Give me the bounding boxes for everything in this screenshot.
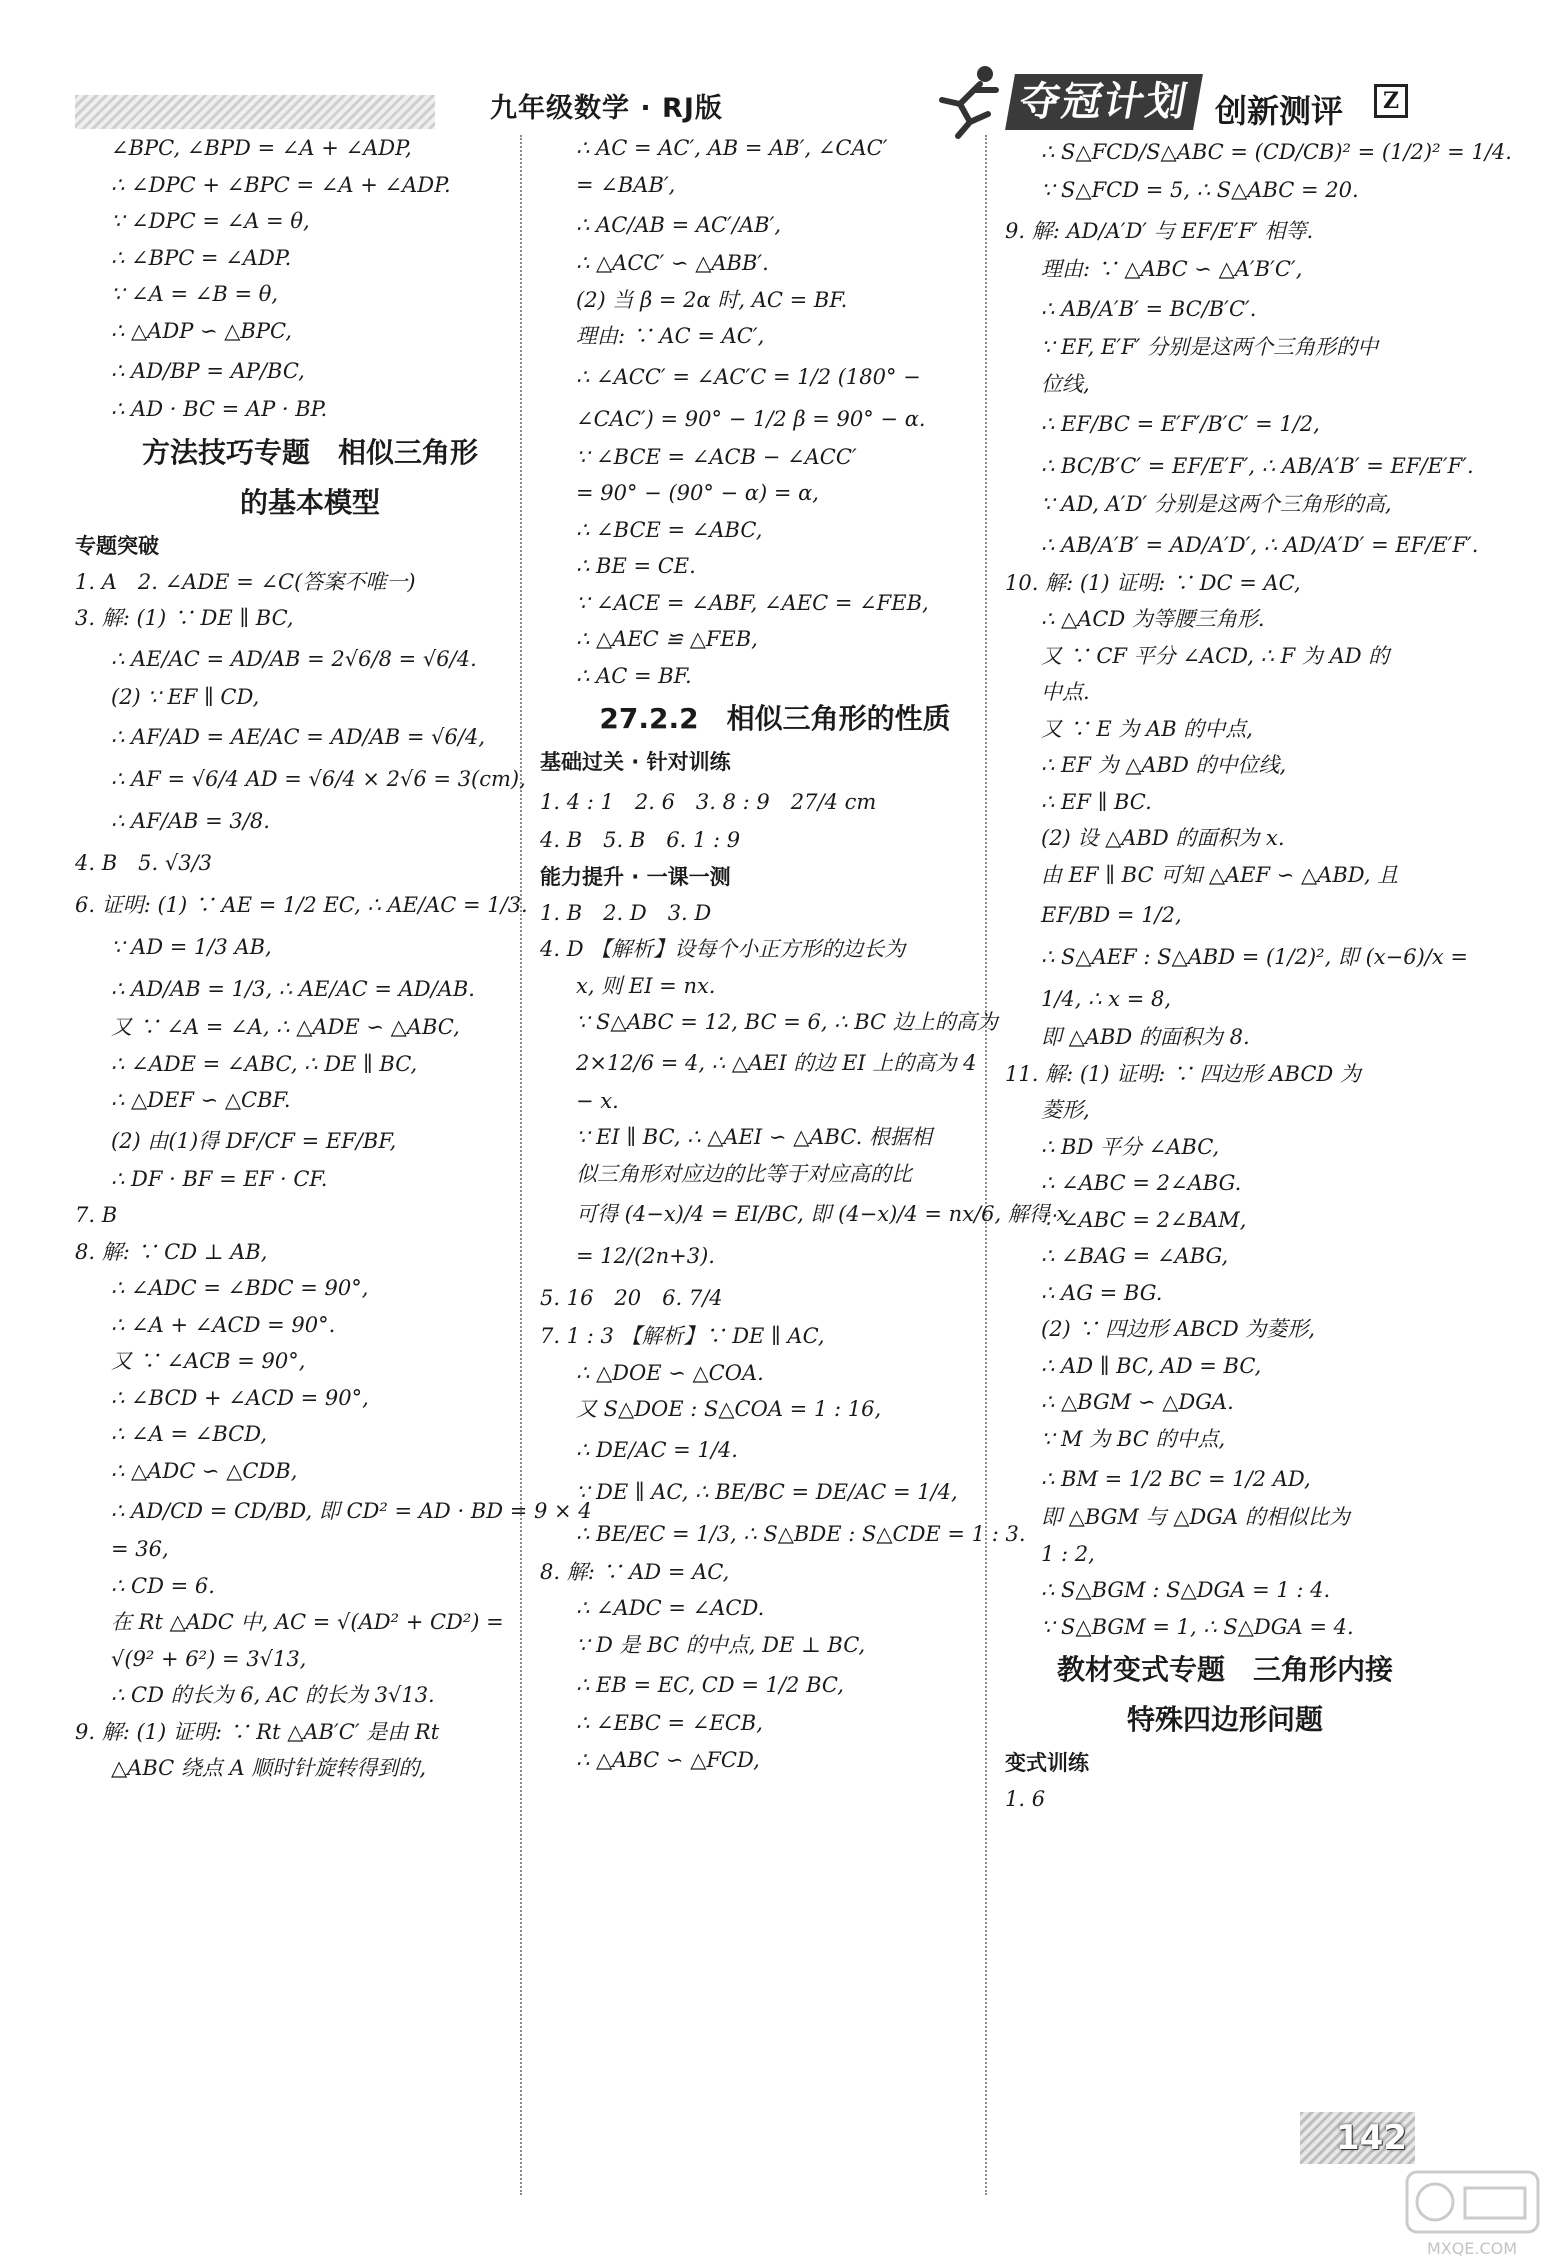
answer-line: ∴ AF = √6/4 AD = √6/4 × 2√6 = 3(cm), [111,767,526,791]
answer-line: 1. 4 : 1 2. 6 3. 8 : 9 27/4 cm [540,790,877,814]
answer-line: ∴ BD 平分 ∠ABC, [1041,1134,1220,1159]
answer-line: = 36, [111,1537,169,1561]
answer-line: ∴ EF 为 △ABD 的中位线, [1041,753,1287,777]
answer-line: ∴ AF/AD = AE/AC = AD/AB = √6/4, [111,725,486,749]
answer-line: ∴ S△AEF : S△ABD = (1/2)², 即 (x−6)/x = [1041,945,1468,969]
answer-line: ∵ ∠ABC = 2∠BAM, [1041,1207,1247,1232]
answer-line: 11. 解: (1) 证明: ∵ 四边形 ABCD 为 [1005,1061,1361,1086]
answer-line: ∴ ∠BAG = ∠ABG, [1041,1244,1229,1268]
answer-line: 9. 解: (1) 证明: ∵ Rt △AB′C′ 是由 Rt [75,1719,440,1744]
answer-line: 可得 (4−x)/4 = EI/BC, 即 (4−x)/4 = nx/6, 解得 x [576,1202,1069,1226]
page-number: 142 [1336,2118,1407,2158]
answer-line: 4. D 【解析】设每个小正方形的边长为 [540,937,906,961]
answer-line: 2×12/6 = 4, ∴ △AEI 的边 EI 上的高为 4 [576,1050,977,1075]
answer-line: ∴ △DEF ∽ △CBF. [111,1088,291,1112]
answer-line: 3. 解: (1) ∵ DE ∥ BC, [75,606,294,630]
answer-line: ∴ AD/BP = AP/BC, [111,359,305,383]
answer-line: (2) ∵ 四边形 ABCD 为菱形, [1041,1317,1316,1341]
answer-line: 4. B 5. √3/3 [75,851,213,875]
answer-line: (2) 设 △ABD 的面积为 x. [1041,826,1285,850]
answer-line: 6. 证明: (1) ∵ AE = 1/2 EC, ∴ AE/AC = 1/3. [75,893,528,917]
answer-line: ∴ S△BGM : S△DGA = 1 : 4. [1041,1578,1331,1602]
answer-line: ∵ D 是 BC 的中点, DE ⊥ BC, [576,1632,866,1657]
answer-line: ∴ BE = CE. [576,554,696,578]
answer-line: 8. 解: ∵ AD = AC, [540,1559,730,1584]
answer-line: ∵ ∠BCE = ∠ACB − ∠ACC′ [576,444,857,469]
subsection-heading: 专题突破 [75,533,159,558]
answer-line: ∴ S△FCD/S△ABC = (CD/CB)² = (1/2)² = 1/4. [1041,140,1512,164]
answer-line: 理由: ∵ AC = AC′, [576,324,765,348]
answer-line: (2) 当 β = 2α 时, AC = BF. [576,287,848,312]
answer-line: ∠BPC, ∠BPD = ∠A + ∠ADP, [111,136,412,160]
answer-line: ∴ BE/EC = 1/3, ∴ S△BDE : S△CDE = 1 : 3. [576,1521,1026,1546]
answer-line: 1 : 2, [1041,1541,1095,1566]
answer-line: ∴ △ACC′ ∽ △ABB′. [576,251,769,275]
answer-line: ∴ △ADC ∽ △CDB, [111,1458,298,1483]
section-heading: 的基本模型 [239,485,380,519]
answer-line: ∵ EF, E′F′ 分别是这两个三角形的中 [1041,335,1379,359]
answer-line: ∵ AD = 1/3 AB, [111,935,272,959]
answer-line: ∴ ∠ADC = ∠ACD. [576,1596,765,1620]
answer-line: ∴ AC = AC′, AB = AB′, ∠CAC′ [576,136,888,160]
answer-line: ∴ EF ∥ BC. [1041,789,1152,814]
subsection-heading: 基础过关 · 针对训练 [540,750,731,774]
runner-logo-icon [930,60,1010,140]
watermark-text: MXQE.COM [1426,2239,1518,2258]
answer-line: ∵ AD, A′D′ 分别是这两个三角形的高, [1041,492,1392,516]
answer-line: ∴ △ACD 为等腰三角形. [1041,607,1265,631]
answer-line: 又 ∵ CF 平分 ∠ACD, ∴ F 为 AD 的 [1041,643,1390,668]
answer-line: (2) ∵ EF ∥ CD, [111,684,260,709]
answer-line: 1. A 2. ∠ADE = ∠C(答案不唯一) [75,569,416,594]
answer-line: x, 则 EI = nx. [576,973,716,998]
answer-line: ∵ DE ∥ AC, ∴ BE/BC = DE/AC = 1/4, [576,1479,958,1504]
answer-line: 10. 解: (1) 证明: ∵ DC = AC, [1005,570,1301,595]
answer-line: ∴ △ADP ∽ △BPC, [111,318,292,343]
answer-line: 由 EF ∥ BC 可知 △AEF ∽ △ABD, 且 [1041,862,1399,887]
header-stripe [75,95,435,129]
answer-line: 位线, [1041,371,1090,396]
answer-line: ∴ CD 的长为 6, AC 的长为 3√13. [111,1683,435,1707]
answer-line: ∴ △BGM ∽ △DGA. [1041,1390,1234,1414]
answer-line: ∵ ∠A = ∠B = θ, [111,282,279,306]
answer-line: 又 S△DOE : S△COA = 1 : 16, [576,1397,882,1421]
section-heading: 教材变式专题 三角形内接 [1056,1653,1393,1686]
answer-line: 1. B 2. D 3. D [540,900,712,925]
answer-line: △ABC 绕点 A 顺时针旋转得到的, [111,1756,427,1780]
answer-line: ∴ ∠EBC = ∠ECB, [576,1711,763,1735]
answer-line: ∴ EF/BC = E′F′/B′C′ = 1/2, [1041,412,1320,436]
section-heading: 特殊四边形问题 [1126,1703,1323,1736]
answer-line: ∴ ∠DPC + ∠BPC = ∠A + ∠ADP. [111,172,451,197]
answer-line: ∴ ∠A = ∠BCD, [111,1422,267,1446]
answer-line: 又 ∵ ∠A = ∠A, ∴ △ADE ∽ △ABC, [111,1015,460,1039]
answer-line: ∴ ∠A + ∠ACD = 90°. [111,1312,336,1337]
answer-line: ∴ AB/A′B′ = BC/B′C′. [1041,297,1257,321]
answer-line: ∵ M 为 BC 的中点, [1041,1426,1226,1451]
answer-line: 1. 6 [1005,1787,1046,1811]
answer-line: 8. 解: ∵ CD ⊥ AB, [75,1239,268,1264]
answer-line: ∠CAC′) = 90° − 1/2 β = 90° − α. [576,406,926,431]
brand-name: 夺冠计划 [1005,74,1203,130]
brand-subtitle: 创新测评 [1215,92,1344,130]
answer-line: 即 △ABD 的面积为 8. [1041,1025,1250,1049]
answer-line: 7. 1 : 3 【解析】∵ DE ∥ AC, [540,1324,825,1348]
answer-line: = ∠BAB′, [576,172,676,197]
subsection-heading: 能力提升 · 一课一测 [540,864,731,889]
watermark-logo [1405,2170,1540,2260]
answer-line: ∴ AE/AC = AD/AB = 2√6/8 = √6/4. [111,646,477,671]
answer-line: ∴ AD/AB = 1/3, ∴ AE/AC = AD/AB. [111,977,475,1001]
answer-line: ∴ AG = BG. [1041,1280,1163,1305]
answer-line: ∴ AF/AB = 3/8. [111,809,270,833]
answer-line: EF/BD = 1/2, [1041,903,1182,927]
answer-line: ∴ △DOE ∽ △COA. [576,1360,764,1385]
answer-line: (2) 由(1)得 DF/CF = EF/BF, [111,1128,397,1153]
answer-line: 即 △BGM 与 △DGA 的相似比为 [1041,1505,1350,1529]
answer-line: ∵ S△ABC = 12, BC = 6, ∴ BC 边上的高为 [576,1010,998,1034]
answer-line: ∴ ∠BCD + ∠ACD = 90°, [111,1385,369,1410]
answer-line: ∵ EI ∥ BC, ∴ △AEI ∽ △ABC. 根据相 [576,1125,932,1149]
answer-line: ∴ △ABC ∽ △FCD, [576,1747,760,1772]
answer-line: − x. [576,1088,619,1113]
answer-line: ∴ ∠ABC = 2∠ABG. [1041,1171,1242,1195]
answer-line: ∴ CD = 6. [111,1573,215,1598]
answer-line: ∴ DF · BF = EF · CF. [111,1166,328,1191]
section-heading: 27.2.2 相似三角形的性质 [599,702,951,735]
answer-line: = 90° − (90° − α) = α, [576,481,819,505]
answer-line: 5. 16 20 6. 7/4 [540,1286,723,1310]
answer-line: = 12/(2n+3). [576,1244,715,1268]
answer-line: ∴ ∠ACC′ = ∠AC′C = 1/2 (180° − [576,364,921,389]
answer-line: ∴ AC = BF. [576,663,692,688]
answer-line: 在 Rt △ADC 中, AC = √(AD² + CD²) = [111,1610,504,1634]
answer-line: ∴ ∠BCE = ∠ABC, [576,517,763,542]
answer-line: ∴ DE/AC = 1/4. [576,1437,738,1462]
answer-line: ∴ AC/AB = AC′/AB′, [576,213,782,237]
answer-column-right [1005,135,1512,1823]
answer-line: ∴ AD · BC = AP · BP. [111,397,328,421]
answer-line: √(9² + 6²) = 3√13, [111,1646,307,1671]
answer-line: ∴ BM = 1/2 BC = 1/2 AD, [1041,1467,1311,1491]
answer-line: ∴ AD/CD = CD/BD, 即 CD² = AD · BD = 9 × 4 [111,1499,592,1523]
answer-line: ∵ ∠DPC = ∠A = θ, [111,209,310,233]
answer-line: 似三角形对应边的比等于对应高的比 [576,1161,912,1186]
answer-line: ∵ S△FCD = 5, ∴ S△ABC = 20. [1041,178,1359,202]
answer-line: ∴ AD ∥ BC, AD = BC, [1041,1353,1262,1378]
answer-line: ∵ ∠ACE = ∠ABF, ∠AEC = ∠FEB, [576,590,929,615]
page-number-badge [1300,2112,1415,2164]
brand-box-icon: Z [1374,84,1408,118]
answer-line: ∴ BC/B′C′ = EF/E′F′, ∴ AB/A′B′ = EF/E′F′. [1041,454,1474,478]
answer-line: ∴ ∠BPC = ∠ADP. [111,245,292,270]
section-heading: 方法技巧专题 相似三角形 [141,435,478,469]
answer-line: 理由: ∵ △ABC ∽ △A′B′C′, [1041,256,1303,281]
answer-line: 又 ∵ E 为 AB 的中点, [1041,716,1253,741]
subsection-heading: 变式训练 [1005,1751,1089,1775]
answer-line: ∴ ∠ADC = ∠BDC = 90°, [111,1276,369,1300]
answer-line: ∴ EB = EC, CD = 1/2 BC, [576,1673,844,1697]
answer-line: 9. 解: AD/A′D′ 与 EF/E′F′ 相等. [1005,218,1314,243]
answer-line: 1/4, ∴ x = 8, [1041,987,1172,1011]
answer-line: ∴ △AEC ≌ △FEB, [576,627,758,651]
answer-line: 中点. [1041,680,1090,704]
header-title: 九年级数学 · RJ版 [490,93,723,124]
answer-line: 7. B [75,1203,118,1227]
answer-line: 又 ∵ ∠ACB = 90°, [111,1349,306,1373]
answer-line: ∴ AB/A′B′ = AD/A′D′, ∴ AD/A′D′ = EF/E′F′. [1041,532,1479,557]
answer-line: ∴ ∠ADE = ∠ABC, ∴ DE ∥ BC, [111,1051,418,1076]
answer-line: 4. B 5. B 6. 1 : 9 [540,828,741,852]
answer-column-left [75,135,592,1792]
answer-line: ∵ S△BGM = 1, ∴ S△DGA = 4. [1041,1614,1354,1639]
answer-line: 菱形, [1041,1098,1090,1122]
